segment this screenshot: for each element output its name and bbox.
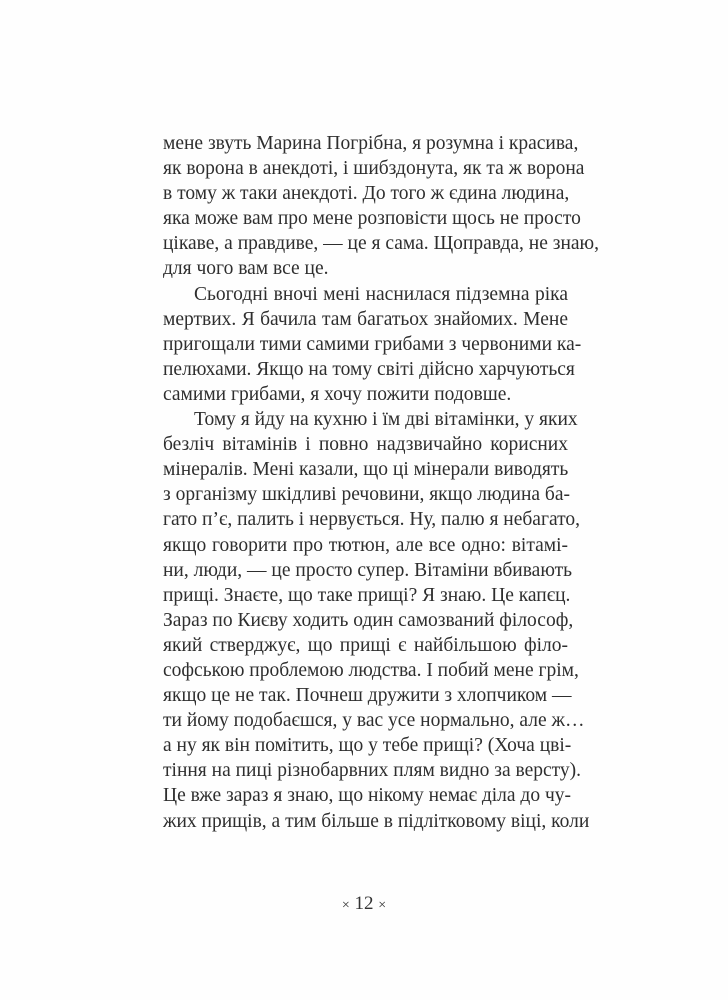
text-line: безліч вітамінів і повно надзвичайно корисних bbox=[163, 434, 568, 456]
ornament-left: × bbox=[341, 898, 350, 913]
text-line: мінералів. Мені казали, що ці мінерали виводять bbox=[163, 459, 569, 481]
text-line: який стверджує, що прищі є найбільшою філо- bbox=[163, 634, 568, 656]
page-number-value: 12 bbox=[354, 893, 374, 914]
ornament-right: × bbox=[378, 898, 387, 913]
text-line: пригощали тими самими грибами з червоними ка- bbox=[163, 333, 582, 355]
text-line: Зараз по Києву ходить один самозваний філософ, bbox=[163, 609, 574, 631]
text-line: а ну як він помітить, що у тебе прищі? (Хоча цві- bbox=[163, 735, 572, 757]
text-line: гато п’є, палить і нервується. Ну, палю я небагато, bbox=[163, 509, 581, 531]
text-line: яка може вам про мене розповісти щось не просто bbox=[163, 208, 581, 230]
text-line: софською проблемою людства. І побий мене грім, bbox=[163, 659, 579, 681]
text-line: прищі. Знаєте, що таке прищі? Я знаю. Це капєц. bbox=[163, 584, 571, 606]
text-line: Сьогодні вночі мені наснилася підземна ріка bbox=[194, 283, 568, 305]
text-line: мене звуть Марина Погрібна, я розумна і красива, bbox=[163, 133, 579, 154]
text-line: Тому я йду на кухню і їм дві вітамінки, у яких bbox=[194, 409, 578, 431]
text-line: пелюхами. Якщо на тому світі дійсно харчуються bbox=[163, 358, 575, 380]
body-text bbox=[163, 131, 599, 834]
text-line: якщо говорити про тютюн, але все одно: вітамі- bbox=[163, 534, 568, 556]
text-line: Це вже зараз я знаю, що нікому немає діла до чу- bbox=[163, 785, 572, 807]
text-line: тіння на пиці різнобарвних плям видно за версту). bbox=[163, 760, 582, 782]
text-line: з організму шкідливі речовини, якщо людина ба- bbox=[163, 484, 570, 506]
text-line: ни, люди, — це просто супер. Вітаміни вбивають bbox=[163, 559, 573, 581]
text-line: ти йому подобаєшся, у вас усе нормально, але ж… bbox=[163, 710, 585, 732]
text-line: для чого вам все це. bbox=[163, 258, 329, 280]
text-line: цікаве, а правдиве, — це я сама. Щоправда, не знаю, bbox=[163, 233, 599, 255]
text-line: жих прищів, а тим більше в підлітковому віці, коли bbox=[163, 810, 590, 832]
text-line: в тому ж таки анекдоті. До того ж єдина людина, bbox=[163, 183, 570, 205]
page-number bbox=[0, 893, 728, 915]
text-line: як ворона в анекдоті, і шибздонута, як та ж ворона bbox=[163, 158, 585, 180]
text-line: якщо це не так. Почнеш дружити з хлопчиком — bbox=[163, 685, 572, 707]
text-line: самими грибами, я хочу пожити подовше. bbox=[163, 383, 512, 405]
text-line: мертвих. Я бачила там багатьох знайомих. Мене bbox=[163, 308, 568, 330]
